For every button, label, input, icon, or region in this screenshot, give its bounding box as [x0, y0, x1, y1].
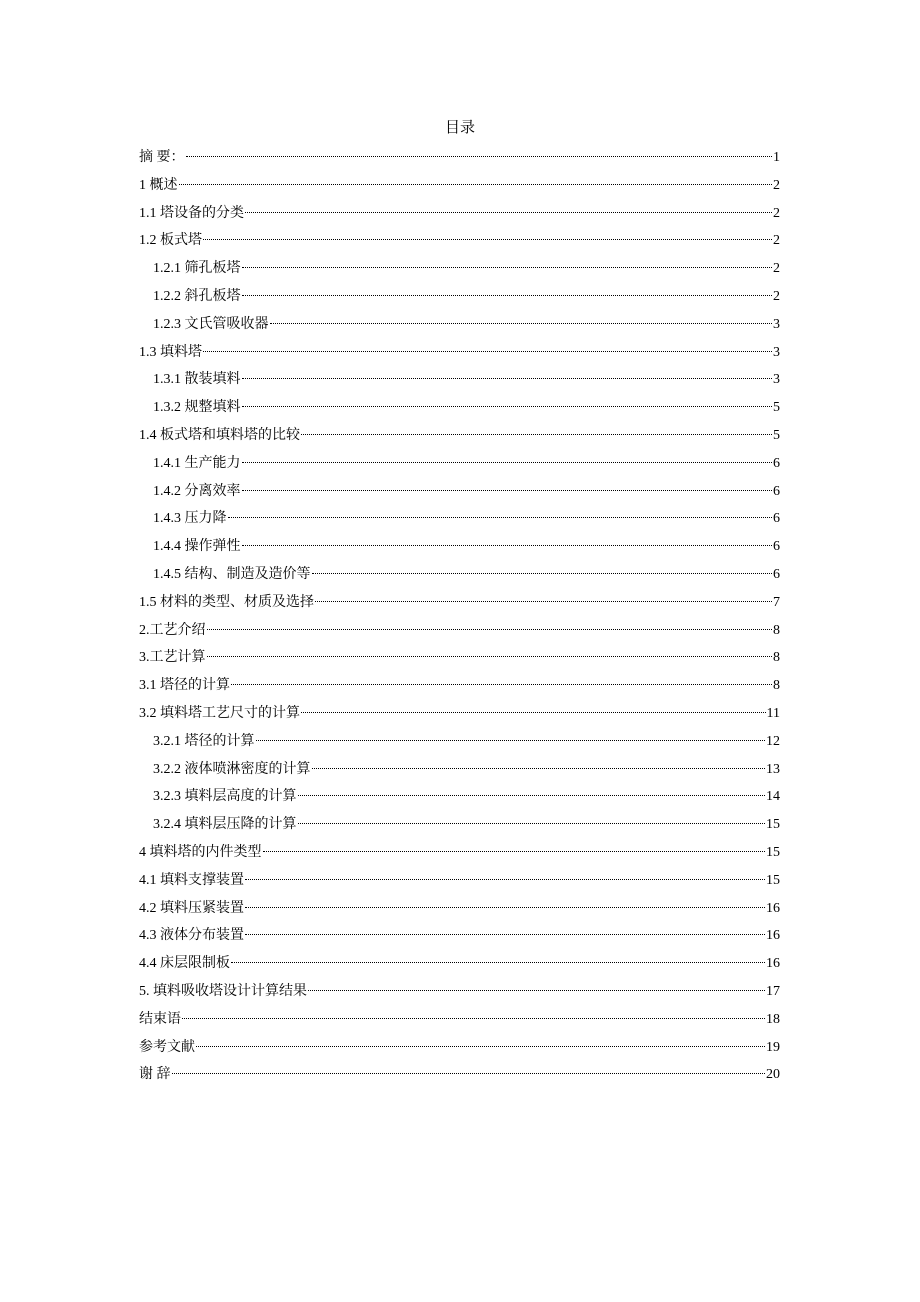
toc-entry[interactable]	[139, 922, 780, 950]
toc-entry-page: 16	[766, 928, 780, 944]
toc-entry-page: 13	[766, 761, 780, 777]
toc-entry-page: 6	[773, 539, 780, 555]
toc-entry[interactable]	[139, 255, 780, 283]
dot-leader	[270, 323, 773, 324]
dot-leader	[242, 406, 773, 407]
toc-entry-label: 3.2 填料塔工艺尺寸的计算	[139, 705, 300, 721]
dot-leader	[263, 851, 766, 852]
toc-entry-label: 1.3.2 规整填料	[153, 400, 241, 416]
toc-entry[interactable]	[139, 895, 780, 923]
toc-entry-page: 5	[773, 400, 780, 416]
toc-entry[interactable]	[139, 561, 780, 589]
toc-entry-label: 3.1 塔径的计算	[139, 678, 230, 694]
toc-entry[interactable]	[139, 644, 780, 672]
toc-entry-page: 1	[773, 150, 780, 165]
dot-leader	[231, 962, 765, 963]
toc-entry-page: 20	[766, 1067, 780, 1083]
toc-entry-page: 15	[766, 844, 780, 860]
dot-leader	[308, 990, 765, 991]
toc-entry-page: 11	[766, 705, 780, 721]
toc-entry-page: 8	[773, 622, 780, 638]
dot-leader	[242, 490, 773, 491]
toc-entry[interactable]	[139, 283, 780, 311]
dot-leader	[242, 545, 773, 546]
toc-entry-label: 1.4.5 结构、制造及造价等	[153, 566, 311, 582]
toc-entry-page: 16	[766, 900, 780, 916]
toc-entry[interactable]	[139, 617, 780, 645]
toc-entry-label: 1.2.2 斜孔板塔	[153, 288, 241, 304]
toc-entry[interactable]	[139, 533, 780, 561]
toc-entry-label: 1.4.4 操作弹性	[153, 539, 241, 555]
toc-title: 目录	[444, 120, 475, 136]
dot-leader	[312, 573, 773, 574]
toc-entry[interactable]	[139, 311, 780, 339]
dot-leader	[245, 212, 772, 213]
toc-entry-label: 1.5 材料的类型、材质及选择	[139, 594, 314, 610]
toc-entry-page: 6	[773, 511, 780, 527]
toc-entry[interactable]	[139, 867, 780, 895]
dot-leader	[245, 879, 765, 880]
toc-entry[interactable]	[139, 811, 780, 839]
toc-entry-label: 4 填料塔的内件类型	[139, 844, 262, 860]
dot-leader	[301, 434, 772, 435]
toc-entry-page: 15	[766, 817, 780, 833]
toc-entry-page: 6	[773, 483, 780, 499]
toc-entry-page: 6	[773, 566, 780, 582]
toc-entry-label: 3.2.1 塔径的计算	[153, 733, 255, 749]
toc-entry-label: 3.2.4 填料层压降的计算	[153, 817, 297, 833]
toc-entry[interactable]	[139, 700, 780, 728]
toc-entry[interactable]	[139, 450, 780, 478]
toc-entry[interactable]	[139, 672, 780, 700]
dot-leader	[182, 1018, 765, 1019]
toc-entry-label: 1.4.1 生产能力	[153, 455, 241, 471]
dot-leader	[196, 1046, 765, 1047]
dot-leader	[242, 378, 773, 379]
toc-entry[interactable]	[139, 1061, 780, 1089]
toc-entry-label: 1.1 塔设备的分类	[139, 205, 244, 221]
toc-entry[interactable]	[139, 366, 780, 394]
toc-entry-page: 14	[766, 789, 780, 805]
toc-entry[interactable]	[139, 756, 780, 784]
toc-entry-label: 摘 要：	[139, 150, 185, 165]
toc-entry[interactable]	[139, 839, 780, 867]
toc-entry-label: 谢 辞	[139, 1067, 171, 1083]
toc-entry-label: 4.4 床层限制板	[139, 956, 230, 972]
toc-entry-page: 12	[766, 733, 780, 749]
dot-leader	[203, 239, 772, 240]
toc-entry[interactable]	[139, 978, 780, 1006]
dot-leader	[203, 351, 772, 352]
dot-leader	[207, 656, 773, 657]
dot-leader	[298, 823, 766, 824]
toc-entry-label: 1.4.2 分离效率	[153, 483, 241, 499]
dot-leader	[245, 907, 765, 908]
toc-entry-page: 8	[773, 678, 780, 694]
toc-entry-page: 3	[773, 372, 780, 388]
dot-leader	[298, 795, 766, 796]
dot-leader	[231, 684, 772, 685]
toc-entry[interactable]	[139, 783, 780, 811]
toc-entry-label: 参考文献	[139, 1039, 195, 1055]
toc-entry[interactable]	[139, 505, 780, 533]
toc-entry-label: 5. 填料吸收塔设计计算结果	[139, 983, 307, 999]
toc-entry-label: 1.2.3 文氏管吸收器	[153, 316, 269, 332]
dot-leader	[242, 295, 773, 296]
toc-entry-page: 5	[773, 427, 780, 443]
toc-entry-page: 2	[773, 205, 780, 221]
toc-entry-label: 3.2.3 填料层高度的计算	[153, 789, 297, 805]
dot-leader	[315, 601, 772, 602]
toc-entry-page: 2	[773, 261, 780, 277]
toc-entry-label: 1 概述	[139, 177, 178, 193]
toc-entry-label: 3.工艺计算	[139, 650, 206, 666]
dot-leader	[242, 462, 773, 463]
toc-entry-page: 17	[766, 983, 780, 999]
toc-entry-page: 8	[773, 650, 780, 666]
toc-entry[interactable]	[139, 394, 780, 422]
toc-entry-page: 3	[773, 316, 780, 332]
toc-entry-label: 1.2.1 筛孔板塔	[153, 261, 241, 277]
dot-leader	[172, 1073, 766, 1074]
dot-leader	[301, 712, 766, 713]
toc-entry-page: 18	[766, 1011, 780, 1027]
toc-entry-label: 3.2.2 液体喷淋密度的计算	[153, 761, 311, 777]
toc-entry-label: 1.3 填料塔	[139, 344, 202, 360]
toc-entry[interactable]	[139, 339, 780, 367]
toc-entry[interactable]	[139, 144, 780, 172]
dot-leader	[256, 740, 766, 741]
toc-entry-page: 6	[773, 455, 780, 471]
toc-entry-label: 2.工艺介绍	[139, 622, 206, 638]
toc-entry[interactable]	[139, 478, 780, 506]
dot-leader	[179, 184, 773, 185]
toc-entry-page: 3	[773, 344, 780, 360]
toc-entry-label: 1.3.1 散装填料	[153, 372, 241, 388]
toc-entry[interactable]	[139, 422, 780, 450]
toc-entry-label: 1.4 板式塔和填料塔的比较	[139, 427, 300, 443]
toc-entry-label: 结束语	[139, 1011, 181, 1027]
toc-entry[interactable]	[139, 589, 780, 617]
dot-leader	[186, 156, 773, 157]
dot-leader	[242, 267, 773, 268]
toc-entry-label: 4.2 填料压紧装置	[139, 900, 244, 916]
toc-entry-page: 2	[773, 288, 780, 304]
toc-entry[interactable]	[139, 172, 780, 200]
toc-entry-page: 2	[773, 233, 780, 249]
toc-entry[interactable]	[139, 200, 780, 228]
toc-entry-page: 15	[766, 872, 780, 888]
toc-entry[interactable]	[139, 1006, 780, 1034]
toc-entry[interactable]	[139, 227, 780, 255]
toc-list	[139, 144, 780, 1089]
toc-entry-page: 7	[773, 594, 780, 610]
toc-entry-label: 1.4.3 压力降	[153, 511, 227, 527]
dot-leader	[228, 517, 773, 518]
dot-leader	[207, 629, 773, 630]
toc-entry-label: 4.1 填料支撑装置	[139, 872, 244, 888]
dot-leader	[312, 768, 766, 769]
dot-leader	[245, 934, 765, 935]
toc-entry[interactable]	[139, 950, 780, 978]
toc-entry-label: 4.3 液体分布装置	[139, 928, 244, 944]
toc-entry[interactable]	[139, 728, 780, 756]
toc-entry[interactable]	[139, 1034, 780, 1062]
toc-entry-page: 16	[766, 956, 780, 972]
toc-entry-page: 19	[766, 1039, 780, 1055]
toc-entry-page: 2	[773, 177, 780, 193]
toc-entry-label: 1.2 板式塔	[139, 233, 202, 249]
